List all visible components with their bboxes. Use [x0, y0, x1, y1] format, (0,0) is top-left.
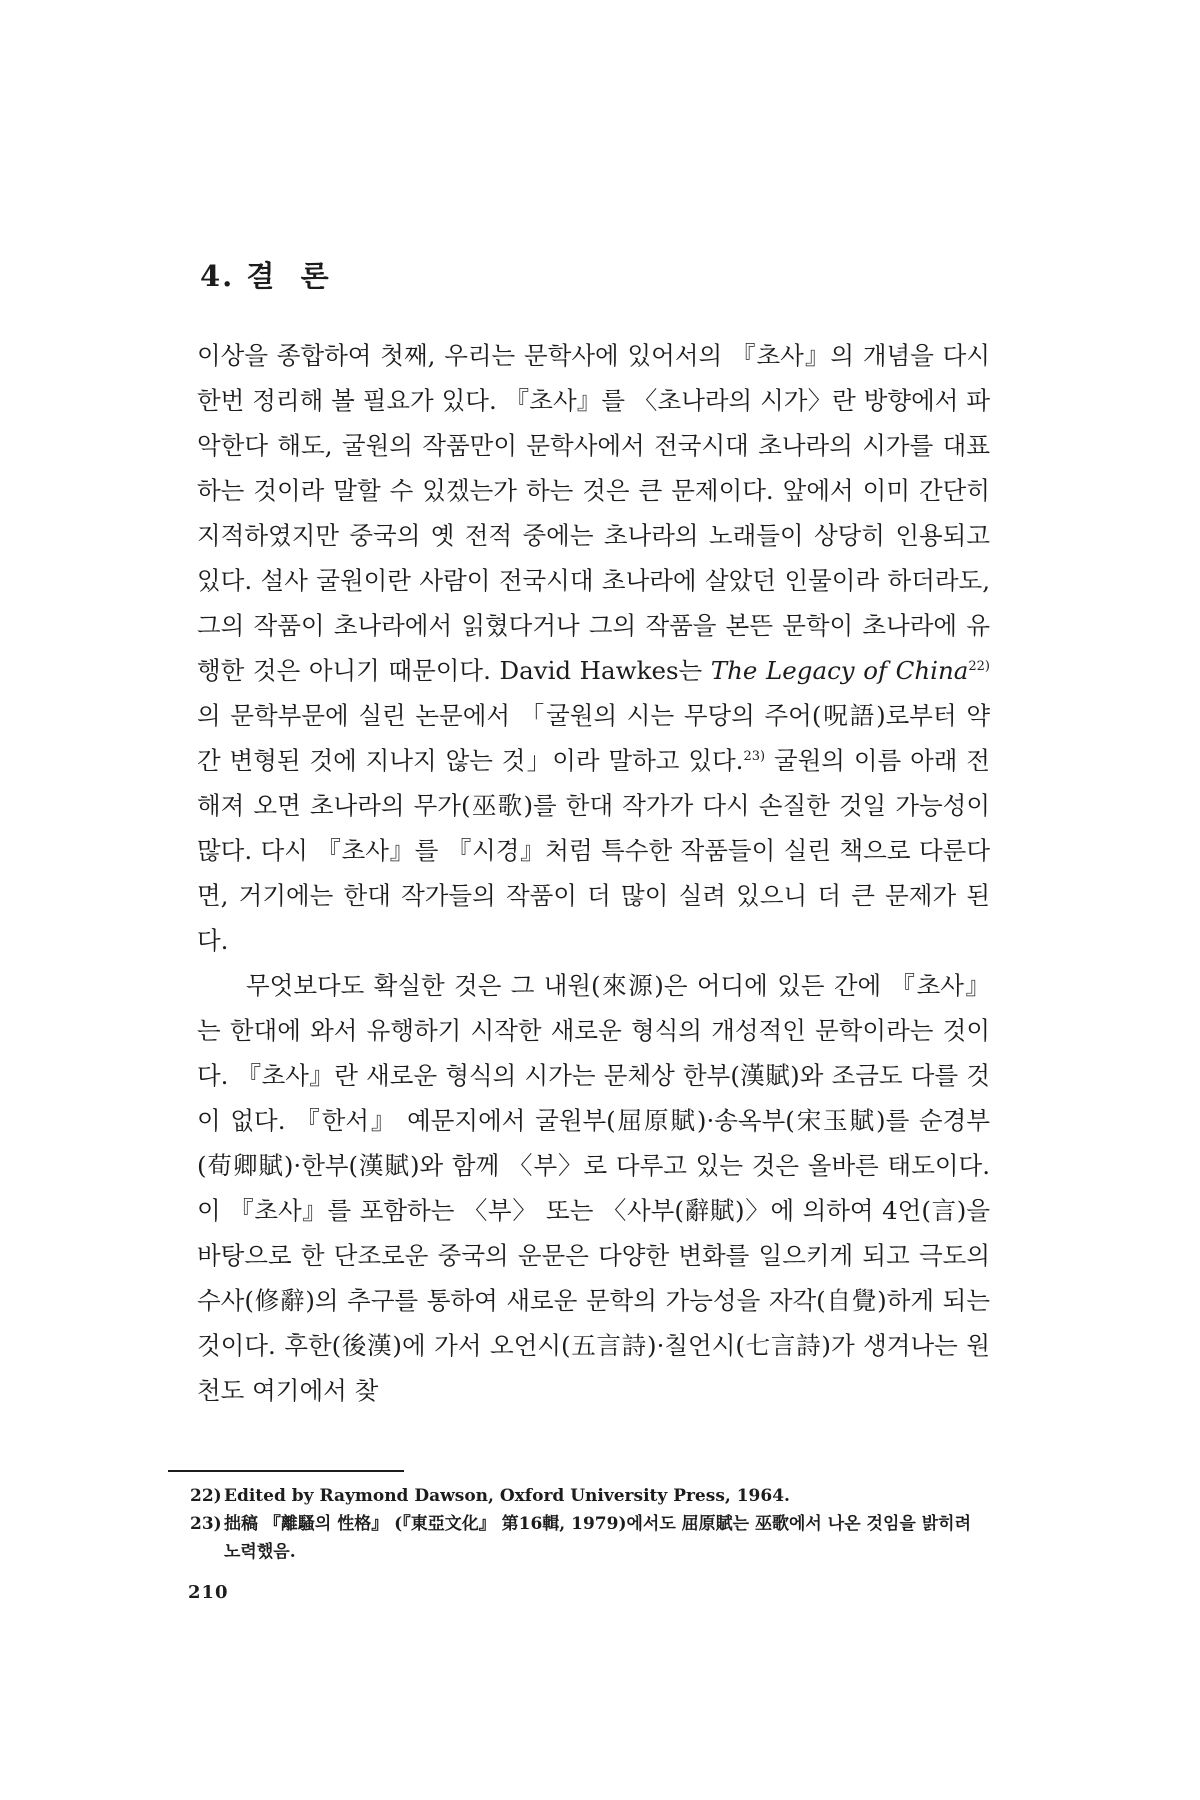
footnotes: [190, 1482, 990, 1566]
footnote-reference: 22): [968, 658, 990, 674]
section-heading: [200, 254, 331, 295]
section-title: 결 론: [246, 259, 331, 293]
paragraph: [197, 333, 990, 963]
paragraph-text: 의 문학부문에 실린 논문에서 「굴원의 시는 무당의 주어(呪語)로부터 약간 변형된 것에 지나지 않는 것」이라 말하고 있다.: [197, 701, 990, 775]
footnote-reference: 23): [743, 748, 766, 764]
footnote-rule: [168, 1470, 404, 1472]
book-title-italic: The Legacy of China: [710, 656, 969, 685]
body-text: [197, 333, 990, 1413]
footnote-text: Edited by Raymond Dawson, Oxford University Press, 1964.: [224, 1486, 790, 1506]
page-number: 210: [188, 1582, 229, 1603]
paragraph-text: 이상을 종합하여 첫째, 우리는 문학사에 있어서의 『초사』의 개념을 다시 한번 정리해 볼 필요가 있다. 『초사』를 〈초나라의 시가〉란 방향에서 파악한다 해도, 굴원의 작품만이 문학사에서 전국시대 초나라의 시가를 대표하는 것이라 말할 수 있겠는가 하는 것은 큰 문제이다. 앞에서 이미 간단히 지적하였지만 중국의 옛 전적 중에는 초나라의 노래들이 상당히 인용되고 있다. 설사 굴원이란 사람이 전국시대 초나라에 살았던 인물이라 하더라도, 그의 작품이 초나라에서 읽혔다거나 그의 작품을 본뜬 문학이 초나라에 유행한 것은 아니기 때문이다. David Hawkes는: [197, 341, 990, 685]
paragraph: [197, 963, 990, 1413]
paragraph-text: 무엇보다도 확실한 것은 그 내원(來源)은 어디에 있든 간에 『초사』는 한대에 와서 유행하기 시작한 새로운 형식의 개성적인 문학이라는 것이다. 『초사』란 새로운 형식의 시가는 문체상 한부(漢賦)와 조금도 다를 것이 없다. 『한서』 예문지에서 굴원부(屈原賦)·송옥부(宋玉賦)를 순경부(荀卿賦)·한부(漢賦)와 함께 〈부〉로 다루고 있는 것은 올바른 태도이다. 이 『초사』를 포함하는 〈부〉 또는 〈사부(辭賦)〉에 의하여 4언(言)을 바탕으로 한 단조로운 중국의 운문은 다양한 변화를 일으키게 되고 극도의 수사(修辭)의 추구를 통하여 새로운 문학의 가능성을 자각(自覺)하게 되는 것이다. 후한(後漢)에 가서 오언시(五言詩)·칠언시(七言詩)가 생겨나는 원천도 여기에서 찾: [197, 971, 991, 1405]
paragraph-text: 굴원의 이름 아래 전해져 오면 초나라의 무가(巫歌)를 한대 작가가 다시 손질한 것일 가능성이 많다. 다시 『초사』를 『시경』처럼 특수한 작품들이 실린 책으로 다룬다면, 거기에는 한대 작가들의 작품이 더 많이 실려 있으니 더 큰 문제가 된다.: [197, 746, 990, 955]
section-number: 4.: [200, 259, 235, 293]
footnote-number: 22): [190, 1486, 222, 1506]
footnote: [190, 1482, 990, 1510]
footnote: [190, 1510, 990, 1566]
footnote-number: 23): [190, 1514, 222, 1534]
footnote-text: 拙稿 『離騷의 性格』 (『東亞文化』 第16輯, 1979)에서도 屈原賦는 巫歌에서 나온 것임을 밝히려 노력했음.: [224, 1514, 971, 1562]
